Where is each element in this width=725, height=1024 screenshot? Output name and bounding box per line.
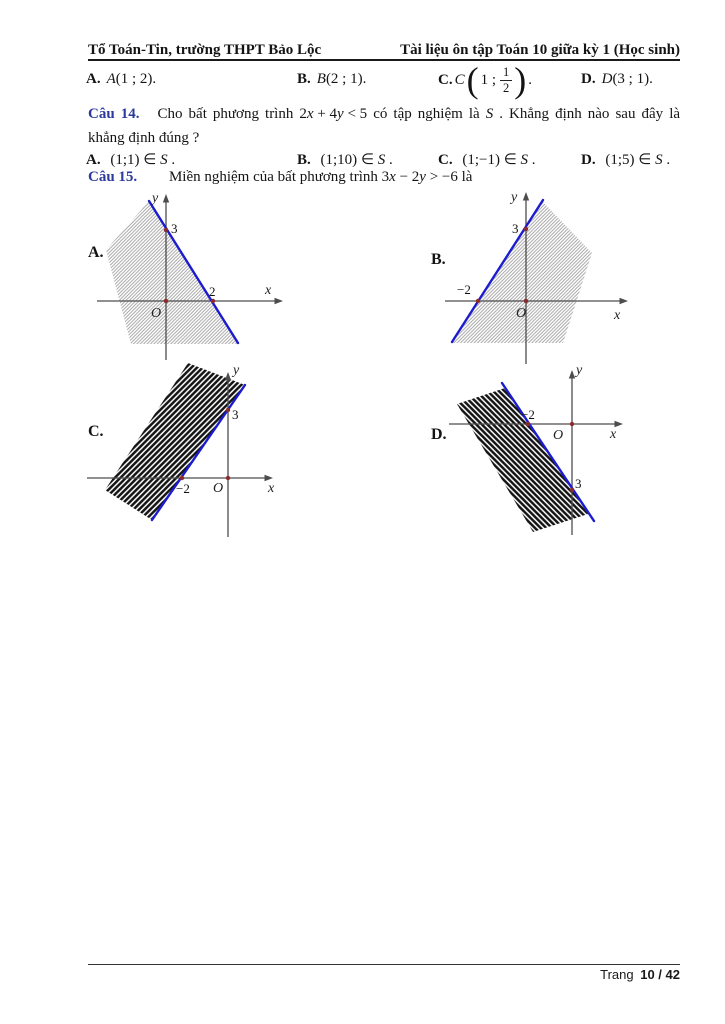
origin-point	[570, 422, 574, 426]
footer-word: Trang	[600, 967, 634, 982]
y-intercept-point	[524, 227, 528, 231]
x-tick-label: −2	[457, 282, 471, 297]
y-intercept-point	[226, 408, 230, 412]
x-tick-label: 2	[209, 284, 216, 299]
header-rule	[88, 59, 680, 61]
origin-label: O	[213, 481, 224, 496]
origin-point	[226, 476, 230, 480]
y-tick-label: 3	[171, 221, 178, 236]
y-axis-arrow	[569, 370, 575, 379]
point-name: A	[106, 71, 116, 87]
option-label: A.	[86, 71, 101, 87]
q14-option-d: D. (1;5) ∈ S .	[581, 152, 671, 168]
q15-inequality: 3x − 2y > −6	[381, 169, 458, 185]
q15-line	[88, 169, 472, 186]
open-paren: (	[466, 59, 479, 100]
set-symbol: S	[520, 152, 529, 168]
q14-inequality: 2x + 4y < 5	[299, 106, 368, 122]
element-of-symbol: ∈	[143, 152, 157, 168]
point-name: C	[454, 71, 465, 88]
q14-line2: khẳng định đúng ?	[88, 130, 200, 146]
set-symbol: S	[485, 106, 494, 122]
y-tick-label: 3	[512, 221, 519, 236]
q14-lead: Cho bất phương trình	[157, 106, 294, 122]
x-axis-label: x	[610, 427, 617, 442]
numerator: 1	[500, 65, 512, 81]
x-intercept-point	[211, 299, 215, 303]
y-axis-label: y	[511, 190, 518, 205]
page-number: 10 / 42	[640, 967, 680, 982]
q14-label: Câu 14.	[88, 106, 140, 122]
y-axis-label: y	[576, 363, 583, 378]
graph-b	[425, 188, 660, 366]
header-right: Tài liệu ôn tập Toán 10 giữa kỳ 1 (Học sinh)	[400, 42, 680, 58]
origin-label: O	[553, 428, 564, 443]
graph-a-label: A.	[88, 244, 104, 261]
option-label: C.	[438, 71, 453, 88]
point-name: D	[601, 71, 613, 87]
q15-lead: Miền nghiệm của bất phương trình	[168, 169, 378, 185]
origin-point	[164, 299, 168, 303]
point-name: B	[316, 71, 326, 87]
close-paren: )	[514, 59, 527, 100]
solution-region	[453, 202, 592, 343]
y-tick-label: 3	[575, 476, 582, 491]
origin-label: O	[151, 306, 162, 321]
y-axis-arrow	[225, 372, 231, 381]
header-left: Tổ Toán-Tin, trường THPT Bảo Lộc	[88, 42, 322, 58]
x-intercept-point	[526, 422, 530, 426]
q14-mid: có tập nghiệm là	[373, 106, 480, 122]
x-axis-arrow	[275, 298, 284, 304]
set-symbol: S	[655, 152, 663, 168]
y-axis-arrow	[523, 192, 529, 201]
graph-d-label: D.	[431, 426, 447, 443]
set-symbol: S	[377, 152, 386, 168]
fraction	[500, 65, 512, 96]
set-symbol: S	[160, 152, 168, 168]
point-coords: (2 ; 1).	[325, 71, 367, 87]
y-tick-label: 3	[232, 407, 239, 422]
graph-b-label: B.	[431, 251, 446, 268]
y-axis-label: y	[152, 191, 159, 206]
y-axis-arrow	[163, 194, 169, 203]
footer-rule	[88, 964, 680, 965]
q14-tail: . Khẳng định nào sau đây là	[499, 106, 681, 122]
x-axis-label: x	[614, 308, 621, 323]
solution-region	[105, 363, 245, 520]
graph-c-label: C.	[88, 423, 104, 440]
x-tick-label: −2	[521, 407, 535, 422]
first-coord: 1 ;	[480, 71, 497, 88]
point-coords: (1 ; 2).	[115, 71, 157, 87]
graph-d	[425, 362, 665, 542]
x-axis-label: x	[265, 283, 272, 298]
x-intercept-point	[476, 299, 480, 303]
prev-option-d	[581, 71, 653, 88]
element-of-symbol: ∈	[503, 152, 517, 168]
x-intercept-point	[180, 476, 184, 480]
option-label: B.	[297, 71, 311, 87]
page-footer	[88, 967, 680, 982]
denominator: 2	[503, 80, 510, 95]
page-header	[88, 42, 680, 59]
q15-tail: là	[461, 169, 473, 185]
q14-option-b: B. (1;10) ∈ S .	[297, 152, 393, 168]
x-tick-label: −2	[176, 481, 190, 496]
x-axis-label: x	[268, 481, 275, 496]
y-intercept-point	[164, 228, 168, 232]
q15-label: Câu 15.	[88, 169, 138, 185]
prev-option-c	[438, 56, 534, 104]
y-axis-label: y	[233, 363, 240, 378]
period: .	[528, 71, 533, 88]
option-label: D.	[581, 71, 596, 87]
element-of-symbol: ∈	[360, 152, 375, 168]
x-axis-arrow	[620, 298, 629, 304]
element-of-symbol: ∈	[638, 152, 652, 168]
y-intercept-point	[570, 488, 574, 492]
q14-option-c: C. (1;−1) ∈ S .	[438, 152, 536, 168]
point-coords: (3 ; 1).	[612, 71, 653, 87]
q14-line1	[88, 106, 680, 123]
prev-option-b	[297, 71, 366, 88]
origin-label: O	[516, 306, 527, 321]
prev-option-a	[86, 71, 156, 88]
origin-point	[524, 299, 528, 303]
graph-c	[85, 362, 300, 542]
q14-option-a: A. (1;1) ∈ S .	[86, 152, 176, 168]
graph-a	[95, 192, 295, 364]
